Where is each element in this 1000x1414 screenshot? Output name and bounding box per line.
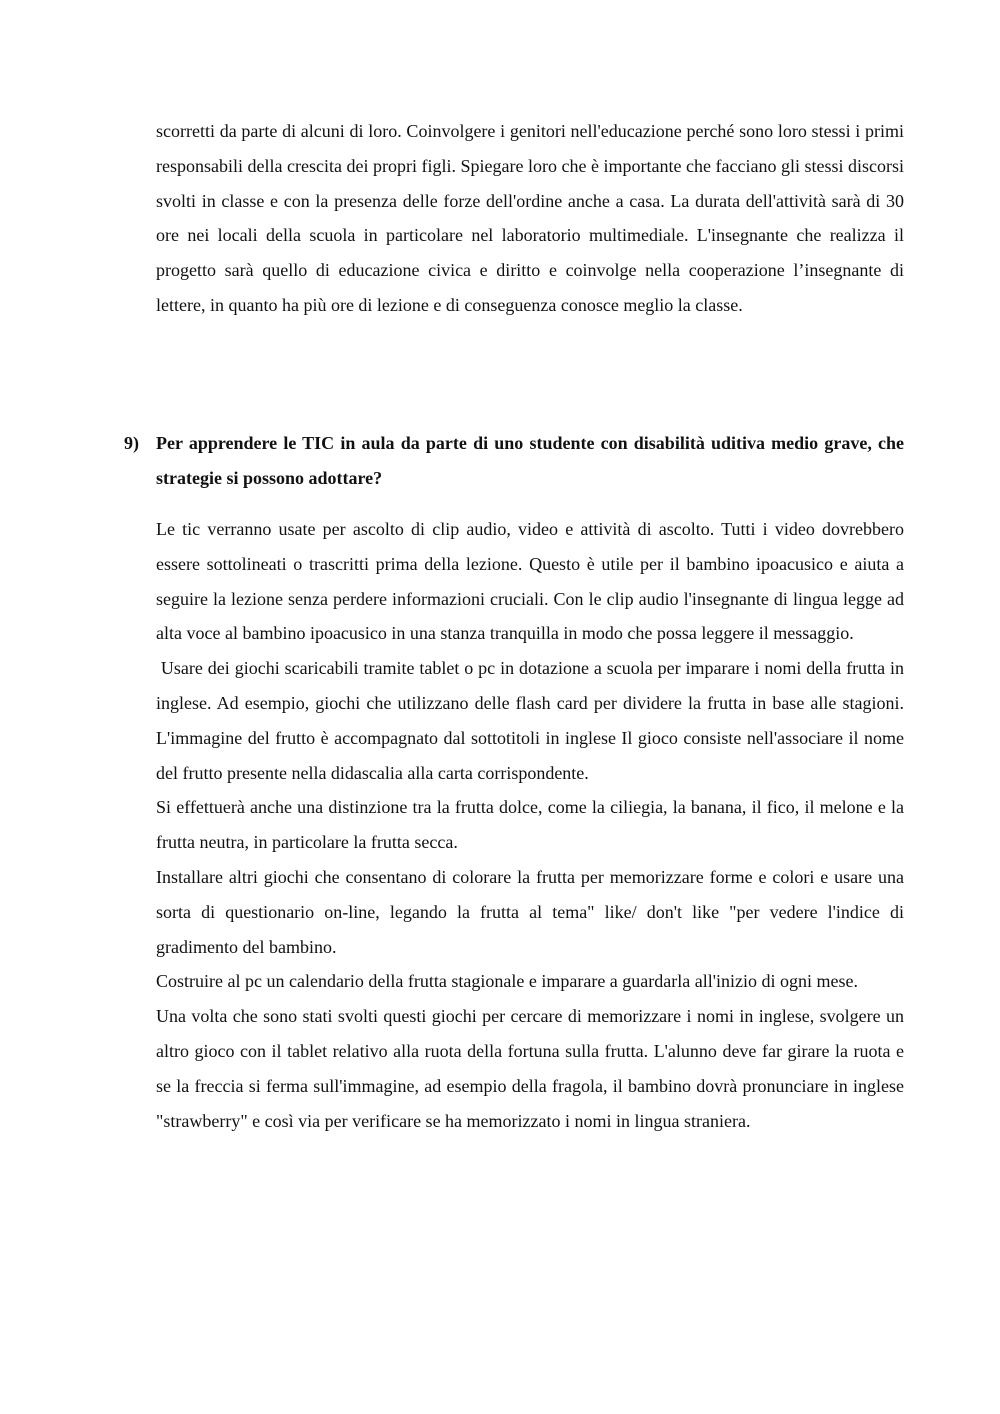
answer-paragraph-4: Installare altri giochi che consentano di colorare la frutta per memorizzare forme e colori e usare una sorta di questionario on-line, legando la frutta al tema" like/ don't like "per vedere l'indice di gradimento del bambino. bbox=[156, 866, 904, 957]
answer-paragraph-6: Una volta che sono stati svolti questi giochi per cercare di memorizzare i nomi in inglese, svolgere un altro gioco con il tablet relativo alla ruota della fortuna sulla frutta. L'alunno deve far girare la ruota e se la freccia si ferma sull'immagine, ad esempio della fragola, il bambino dovrà pronunciare in inglese "strawberry" e così via per verificare se ha memorizzato i nomi in lingua straniera. bbox=[156, 1006, 904, 1131]
question-text: Per apprendere le TIC in aula da parte di uno studente con disabilità uditiva medio grave, che strategie si possono adottare? bbox=[156, 433, 904, 488]
answer-paragraph-2: Usare dei giochi scaricabili tramite tablet o pc in dotazione a scuola per imparare i nomi della frutta in inglese. Ad esempio, giochi che utilizzano delle flash card per dividere la frutta in base alle stagioni. L'immagine del frutto è accompagnato dal sottotitoli in inglese Il gioco consiste nell'associare il nome del frutto presente nella didascalia alla carta corrispondente. bbox=[156, 658, 909, 783]
answer-paragraph-1: Le tic verranno usate per ascolto di clip audio, video e attività di ascolto. Tutti i video dovrebbero essere sottolineati o trascritti prima della lezione. Questo è utile per il bambino ipoacusico e aiuta a seguire la lezione senza perdere informazioni cruciali. Con le clip audio l'insegnante di lingua legge ad alta voce al bambino ipoacusico in una stanza tranquilla in modo che possa leggere il messaggio. bbox=[156, 519, 904, 644]
intro-paragraph: scorretti da parte di alcuni di loro. Coinvolgere i genitori nell'educazione perché sono loro stessi i primi responsabili della crescita dei propri figli. Spiegare loro che è importante che facciano gli stessi discorsi svolti in classe e con la presenza delle forze dell'ordine anche a casa. La durata dell'attività sarà di 30 ore nei locali della scuola in particolare nel laboratorio multimediale. L'insegnante che realizza il progetto sarà quello di educazione civica e diritto e coinvolge nella cooperazione l’insegnante di lettere, in quanto ha più ore di lezione e di conseguenza conosce meglio la classe. bbox=[156, 121, 904, 315]
question-heading bbox=[124, 426, 904, 496]
answer-paragraph-5: Costruire al pc un calendario della frutta stagionale e imparare a guardarla all'inizio di ogni mese. bbox=[156, 971, 858, 992]
answer-section bbox=[156, 512, 909, 1138]
question-number: 9) bbox=[124, 433, 139, 453]
answer-paragraph-3: Si effettuerà anche una distinzione tra la frutta dolce, come la ciliegia, la banana, il fico, il melone e la frutta neutra, in particolare la frutta secca. bbox=[156, 797, 904, 853]
intro-section bbox=[156, 114, 904, 323]
